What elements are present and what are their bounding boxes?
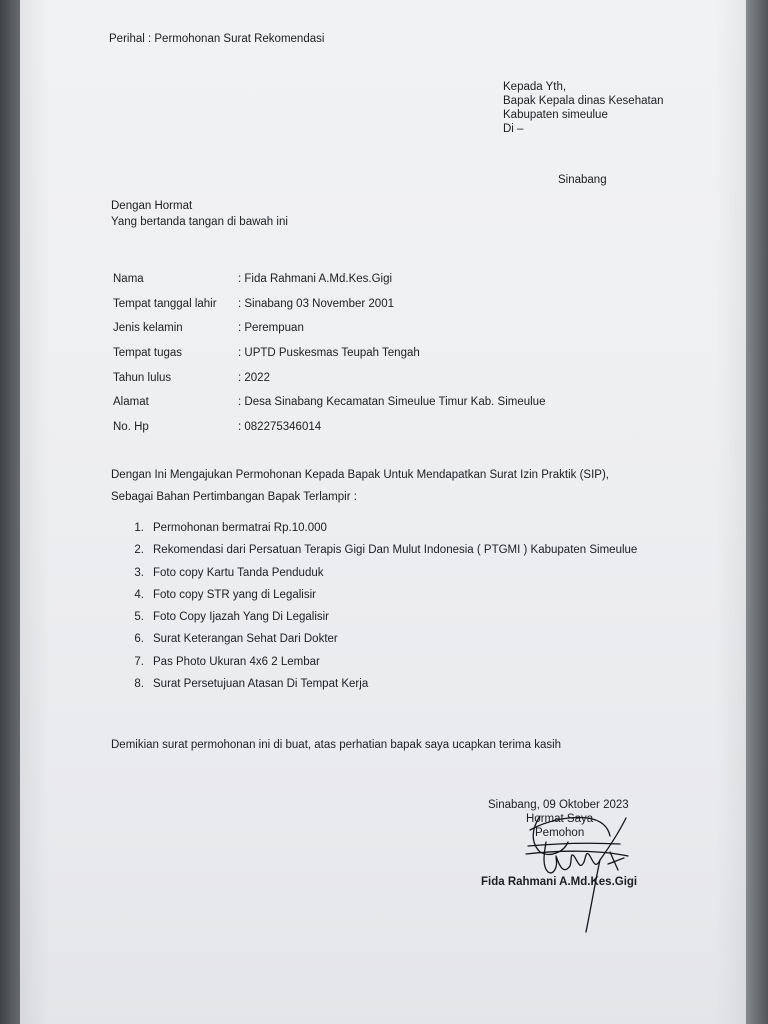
field-value-tempat-tugas: : UPTD Puskesmas Teupah Tengah bbox=[238, 347, 420, 359]
list-item: Pas Photo Ukuran 4x6 2 Lembar bbox=[153, 656, 320, 668]
sign-name: Fida Rahmani A.Md.Kes.Gigi bbox=[481, 876, 638, 888]
field-label-ttl: Tempat tanggal lahir bbox=[113, 298, 217, 310]
paper-shadow-left bbox=[20, 0, 50, 1024]
list-item: Surat Keterangan Sehat Dari Dokter bbox=[153, 633, 338, 645]
list-item-number: 7. bbox=[134, 656, 144, 668]
paper-shadow-right bbox=[716, 0, 746, 1024]
sign-role: Pemohon bbox=[535, 827, 585, 839]
field-value-tahun-lulus: : 2022 bbox=[238, 372, 270, 384]
field-label-tahun-lulus: Tahun lulus bbox=[113, 372, 172, 384]
field-value-jenis-kelamin: : Perempuan bbox=[238, 322, 304, 334]
field-label-alamat: Alamat bbox=[113, 396, 149, 408]
list-item-number: 3. bbox=[134, 567, 144, 579]
list-item-number: 6. bbox=[134, 633, 144, 645]
background-left bbox=[0, 0, 22, 1024]
list-item-number: 2. bbox=[134, 544, 144, 556]
list-item: Surat Persetujuan Atasan Di Tempat Kerja bbox=[153, 678, 369, 690]
subject-line: Perihal : Permohonan Surat Rekomendasi bbox=[109, 33, 325, 45]
list-item: Foto copy Kartu Tanda Penduduk bbox=[153, 567, 324, 579]
intro-line: Yang bertanda tangan di bawah ini bbox=[111, 216, 288, 228]
sign-regards: Hormat Saya bbox=[526, 813, 594, 825]
request-line-2: Sebagai Bahan Pertimbangan Bapak Terlampir : bbox=[111, 491, 357, 503]
list-item-number: 5. bbox=[134, 611, 144, 623]
field-label-tempat-tugas: Tempat tugas bbox=[113, 347, 183, 359]
handwritten-signature bbox=[500, 806, 660, 946]
recipient-line-2: Bapak Kepala dinas Kesehatan bbox=[503, 95, 664, 107]
recipient-place: Sinabang bbox=[558, 174, 607, 186]
recipient-line-1: Kepada Yth, bbox=[503, 81, 567, 93]
field-label-no-hp: No. Hp bbox=[113, 421, 149, 433]
list-item-number: 1. bbox=[134, 522, 144, 534]
letter-paper bbox=[20, 0, 746, 1024]
list-item: Rekomendasi dari Persatuan Terapis Gigi Dan Mulut Indonesia ( PTGMI ) Kabupaten Simeulue bbox=[153, 544, 638, 556]
field-label-jenis-kelamin: Jenis kelamin bbox=[113, 322, 183, 334]
field-value-alamat: : Desa Sinabang Kecamatan Simeulue Timur Kab. Simeulue bbox=[238, 396, 546, 408]
greeting: Dengan Hormat bbox=[111, 200, 193, 212]
background-right bbox=[744, 0, 768, 1024]
field-value-nama: : Fida Rahmani A.Md.Kes.Gigi bbox=[238, 273, 393, 285]
field-value-no-hp: : 082275346014 bbox=[238, 421, 322, 433]
field-value-ttl: : Sinabang 03 November 2001 bbox=[238, 298, 394, 310]
list-item-number: 4. bbox=[134, 589, 144, 601]
closing-line: Demikian surat permohonan ini di buat, atas perhatian bapak saya ucapkan terima kasih bbox=[111, 739, 562, 751]
list-item: Permohonan bermatrai Rp.10.000 bbox=[153, 522, 327, 534]
list-item: Foto copy STR yang di Legalisir bbox=[153, 589, 316, 601]
recipient-line-3: Kabupaten simeulue bbox=[503, 109, 608, 121]
request-line-1: Dengan Ini Mengajukan Permohonan Kepada Bapak Untuk Mendapatkan Surat Izin Praktik (SIP), bbox=[111, 469, 609, 481]
sign-place-date: Sinabang, 09 Oktober 2023 bbox=[488, 799, 629, 811]
list-item: Foto Copy Ijazah Yang Di Legalisir bbox=[153, 611, 330, 623]
recipient-line-4: Di – bbox=[503, 123, 524, 135]
field-label-nama: Nama bbox=[113, 273, 144, 285]
list-item-number: 8. bbox=[134, 678, 144, 690]
